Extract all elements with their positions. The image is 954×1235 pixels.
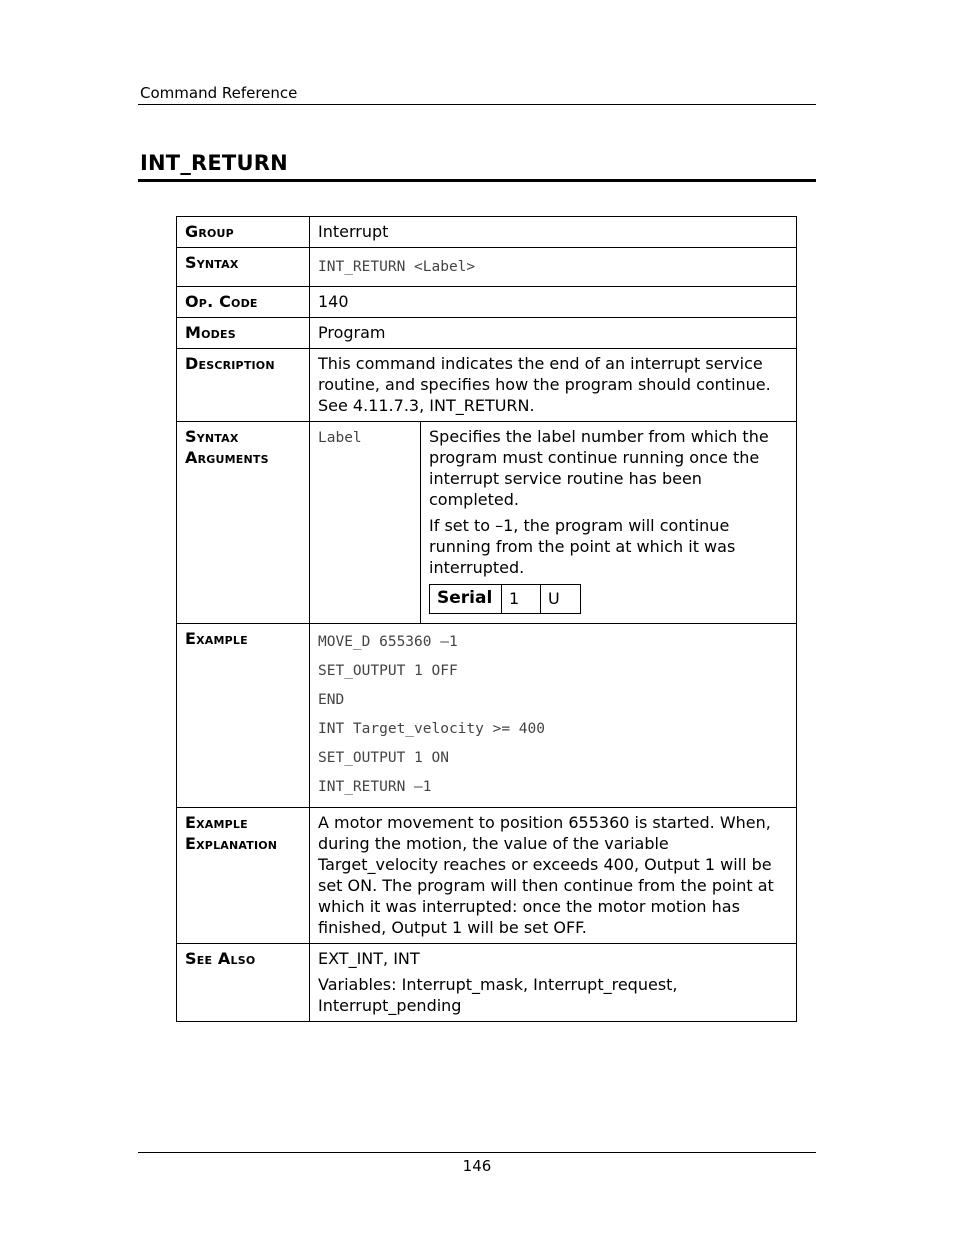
code-line: END xyxy=(318,692,345,708)
code-line: INT_RETURN –1 xyxy=(318,779,432,795)
example-row xyxy=(177,624,797,808)
footer-divider xyxy=(138,1152,816,1153)
modes-value: Program xyxy=(310,318,797,349)
group-value: Interrupt xyxy=(310,217,797,248)
argument-name: Label xyxy=(318,430,362,446)
group-row xyxy=(177,217,797,248)
syntax-arguments-cell xyxy=(310,422,797,624)
example-explanation-label xyxy=(177,808,310,944)
opcode-value: 140 xyxy=(310,287,797,318)
opcode-row xyxy=(177,287,797,318)
example-code xyxy=(310,624,797,808)
syntax-value: INT_RETURN <Label> xyxy=(318,259,476,275)
running-header: Command Reference xyxy=(140,84,298,102)
description-value: This command indicates the end of an interrupt service routine, and specifies how the program should continue. See 4.11.7.3, INT_RETURN. xyxy=(310,349,797,422)
argument-description-cell xyxy=(421,422,797,623)
page-number: 146 xyxy=(462,1157,492,1175)
serial-label: Serial xyxy=(430,585,502,614)
page-title: INT_RETURN xyxy=(140,151,288,175)
header-divider xyxy=(138,104,816,105)
example-explanation-label-line2: Explanation xyxy=(185,834,278,853)
group-label: Group xyxy=(177,217,310,248)
code-line: SET_OUTPUT 1 OFF xyxy=(318,663,458,679)
see-also-line2: Variables: Interrupt_mask, Interrupt_request, Interrupt_pending xyxy=(318,975,678,1015)
opcode-label: Op. Code xyxy=(177,287,310,318)
description-row xyxy=(177,349,797,422)
serial-value: 1 xyxy=(502,585,541,614)
see-also-cell xyxy=(310,944,797,1022)
argument-description-para1: Specifies the label number from which the program must continue running once the interrupt service routine has been completed. xyxy=(429,427,769,509)
command-reference-table xyxy=(176,216,797,1022)
syntax-arguments-label xyxy=(177,422,310,624)
argument-name-cell xyxy=(310,422,421,623)
argument-description-para2: If set to –1, the program will continue running from the point at which it was interrupted. xyxy=(429,516,736,577)
example-explanation-label-line1: Example xyxy=(185,813,248,832)
serial-unit: U xyxy=(541,585,581,614)
code-line: MOVE_D 655360 –1 xyxy=(318,634,458,650)
syntax-row xyxy=(177,248,797,287)
example-explanation-row xyxy=(177,808,797,944)
example-explanation-value: A motor movement to position 655360 is started. When, during the motion, the value of the variable Target_velocity reaches or exceeds 400, Output 1 will be set ON. The program will then continue from the point at which it was interrupted: once the motor motion has finished, Output 1 will be set OFF. xyxy=(310,808,797,944)
serial-table xyxy=(429,584,581,614)
arguments-table xyxy=(310,422,796,623)
see-also-row xyxy=(177,944,797,1022)
see-also-label: See Also xyxy=(177,944,310,1022)
modes-label: Modes xyxy=(177,318,310,349)
syntax-label: Syntax xyxy=(177,248,310,287)
see-also-line1: EXT_INT, INT xyxy=(318,949,420,968)
description-label: Description xyxy=(177,349,310,422)
code-line: SET_OUTPUT 1 ON xyxy=(318,750,449,766)
modes-row xyxy=(177,318,797,349)
example-label: Example xyxy=(177,624,310,808)
title-underline xyxy=(138,179,816,182)
syntax-arguments-row xyxy=(177,422,797,624)
syntax-cell xyxy=(310,248,797,287)
syntax-arguments-label-line2: Arguments xyxy=(185,448,269,467)
syntax-arguments-label-line1: Syntax xyxy=(185,427,239,446)
code-line: INT Target_velocity >= 400 xyxy=(318,721,545,737)
